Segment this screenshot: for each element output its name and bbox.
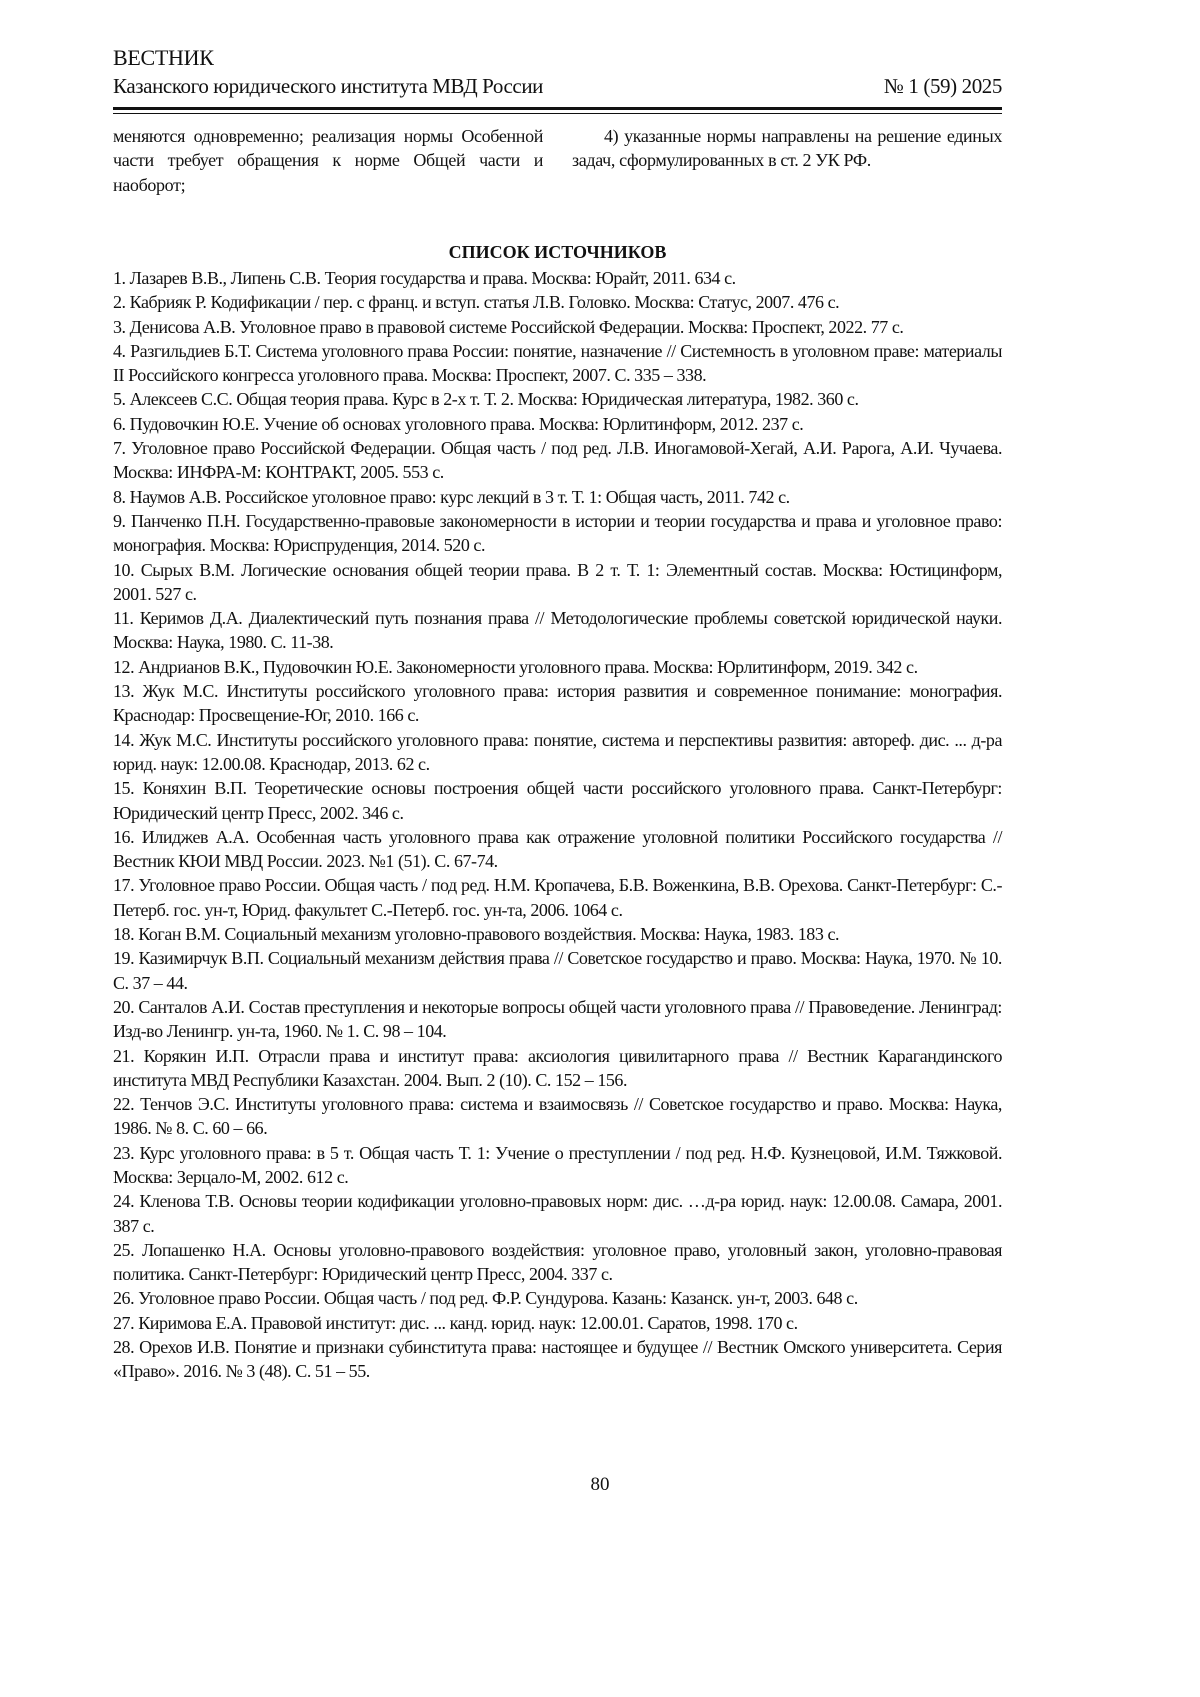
- journal-title-line1: ВЕСТНИК: [113, 45, 214, 70]
- reference-item: 10. Сырых В.М. Логические основания общей теории права. В 2 т. Т. 1: Элементный состав. Москва: Юстицинформ, 2001. 527 с.: [113, 559, 1002, 604]
- page-number: 80: [590, 1474, 610, 1495]
- left-column-text: меняются одновременно; реализация нормы Особенной части требует обращения к норме Общей части и наоборот;: [113, 126, 543, 195]
- running-header: [113, 44, 1002, 100]
- reference-item: 12. Андрианов В.К., Пудовочкин Ю.Е. Закономерности уголовного права. Москва: Юрлитинформ, 2019. 342 с.: [113, 656, 918, 677]
- reference-item: 22. Тенчов Э.С. Институты уголовного права: система и взаимосвязь // Советское государство и право. Москва: Наука, 1986. № 8. С. 60 – 66.: [113, 1094, 1002, 1139]
- reference-item: 8. Наумов А.В. Российское уголовное право: курс лекций в 3 т. Т. 1: Общая часть, 2011. 742 с.: [113, 486, 790, 507]
- reference-item: 28. Орехов И.В. Понятие и признаки субинститута права: настоящее и будущее // Вестник Омского университета. Серия «Право». 2016. № 3 (48). С. 51 – 55.: [113, 1337, 1002, 1382]
- reference-item: 3. Денисова А.В. Уголовное право в правовой системе Российской Федерации. Москва: Проспект, 2022. 77 с.: [113, 316, 904, 337]
- reference-item: 16. Илиджев А.А. Особенная часть уголовного права как отражение уголовной политики Российского государства // Вестник КЮИ МВД России. 2023. №1 (51). С. 67-74.: [113, 826, 1002, 872]
- reference-item: 17. Уголовное право России. Общая часть / под ред. Н.М. Кропачева, Б.В. Воженкина, В.В. Орехова. Санкт-Петербург: С.-Петерб. гос. ун-т, Юрид. факультет С.-Петерб. гос. ун-та, 2006. 1064 с.: [113, 875, 1002, 920]
- reference-item: 5. Алексеев С.С. Общая теория права. Курс в 2-х т. Т. 2. Москва: Юридическая литература, 1982. 360 с.: [113, 389, 859, 410]
- reference-item: 14. Жук М.С. Институты российского уголовного права: понятие, система и перспективы развития: автореф. дис. ... д-ра юрид. наук: 12.00.08. Краснодар, 2013. 62 с.: [113, 729, 1002, 774]
- reference-item: 4. Разгильдиев Б.Т. Система уголовного права России: понятие, назначение // Системность в уголовном праве: материалы II Российского конгресса уголовного права. Москва: Проспект, 2007. С. 335 – 338.: [113, 340, 1002, 386]
- reference-item: 6. Пудовочкин Ю.Е. Учение об основах уголовного права. Москва: Юрлитинформ, 2012. 237 с.: [113, 413, 804, 434]
- reference-item: 1. Лазарев В.В., Липень С.В. Теория государства и права. Москва: Юрайт, 2011. 634 с.: [113, 268, 736, 288]
- reference-list: [113, 266, 1002, 1384]
- reference-item: 27. Киримова Е.А. Правовой институт: дис. ... канд. юрид. наук: 12.00.01. Саратов, 1998. 170 с.: [113, 1312, 798, 1333]
- right-column-text: 4) указанные нормы направлены на решение единых задач, сформулированных в ст. 2 УК РФ.: [572, 126, 1002, 171]
- reference-item: 23. Курс уголовного права: в 5 т. Общая часть Т. 1: Учение о преступлении / под ред. Н.Ф. Кузнецовой, И.М. Тяжковой. Москва: Зерцало-М, 2002. 612 с.: [113, 1142, 1002, 1187]
- sources-heading: СПИСОК ИСТОЧНИКОВ: [448, 242, 667, 262]
- reference-item: 11. Керимов Д.А. Диалектический путь познания права // Методологические проблемы советской юридической науки. Москва: Наука, 1980. С. 11-38.: [113, 608, 1002, 653]
- body-columns: [113, 124, 1002, 197]
- reference-item: 24. Кленова Т.В. Основы теории кодификации уголовно-правовых норм: дис. …д-ра юрид. наук: 12.00.08. Самара, 2001. 387 с.: [113, 1191, 1002, 1236]
- journal-title-line2: Казанского юридического института МВД России: [113, 74, 544, 98]
- reference-item: 21. Корякин И.П. Отрасли права и институт права: аксиология цивилитарного права // Вестник Карагандинского института МВД Республики Казахстан. 2004. Вып. 2 (10). С. 152 – 156.: [113, 1045, 1002, 1090]
- reference-item: 7. Уголовное право Российской Федерации. Общая часть / под ред. Л.В. Иногамовой-Хегай, А.И. Рарога, А.И. Чучаева. Москва: ИНФРА-М: КОНТРАКТ, 2005. 553 с.: [113, 438, 1002, 483]
- reference-item: 13. Жук М.С. Институты российского уголовного права: история развития и современное понимание: монография. Краснодар: Просвещение-Юг, 2010. 166 с.: [113, 681, 1002, 726]
- reference-item: 15. Коняхин В.П. Теоретические основы построения общей части российского уголовного права. Санкт-Петербург: Юридический центр Пресс, 2002. 346 с.: [113, 778, 1002, 823]
- reference-item: 2. Кабрияк Р. Кодификации / пер. с франц. и вступ. статья Л.В. Головко. Москва: Статус, 2007. 476 с.: [113, 292, 840, 313]
- header-double-rule: [113, 107, 1002, 114]
- reference-item: 20. Санталов А.И. Состав преступления и некоторые вопросы общей части уголовного права // Правоведение. Ленинград: Изд-во Ленингр. ун-та, 1960. № 1. С. 98 – 104.: [113, 996, 1002, 1042]
- reference-item: 18. Коган В.М. Социальный механизм уголовно-правового воздействия. Москва: Наука, 1983. 183 с.: [113, 924, 840, 945]
- reference-item: 19. Казимирчук В.П. Социальный механизм действия права // Советское государство и право. Москва: Наука, 1970. № 10. С. 37 – 44.: [113, 948, 1002, 993]
- issue-number: № 1 (59) 2025: [883, 74, 1002, 98]
- reference-item: 9. Панченко П.Н. Государственно-правовые закономерности в истории и теории государства и права и уголовное право: монография. Москва: Юриспруденция, 2014. 520 с.: [113, 510, 1002, 556]
- reference-item: 25. Лопашенко Н.А. Основы уголовно-правового воздействия: уголовное право, уголовный закон, уголовно-правовая политика. Санкт-Петербург: Юридический центр Пресс, 2004. 337 с.: [113, 1239, 1002, 1285]
- reference-item: 26. Уголовное право России. Общая часть / под ред. Ф.Р. Сундурова. Казань: Казанск. ун-т, 2003. 648 с.: [113, 1288, 858, 1309]
